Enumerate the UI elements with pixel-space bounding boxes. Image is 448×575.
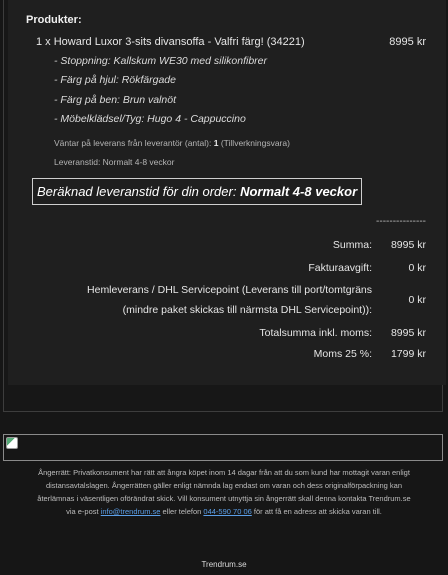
grand-total-value: 8995 kr bbox=[390, 327, 426, 339]
order-container bbox=[3, 0, 443, 412]
email-link[interactable]: info@trendrum.se bbox=[100, 507, 161, 516]
attribute-wheel-color: - Färg på hjul: Rökfärgade bbox=[54, 74, 176, 86]
legal-line-2: distansavtalslagen. Ångerrätten gäller enligt nämnda lag endast om varan och dess originalförpackning kan bbox=[45, 481, 403, 490]
legal-line-3: återlämnas i väsentligen oförändrat skick. Vill konsument utnyttja sin ångerrätt skall denna kontakta Trendrum.se bbox=[37, 494, 411, 503]
broken-image-icon bbox=[6, 437, 18, 449]
sum-label: Summa: bbox=[332, 239, 372, 251]
footer-site-name: Trendrum.se bbox=[201, 560, 247, 569]
sum-value: 8995 kr bbox=[390, 239, 426, 251]
invoice-fee-label: Fakturaavgift: bbox=[308, 262, 372, 274]
delivery-estimate-box bbox=[32, 178, 362, 205]
shipping-value: 0 kr bbox=[408, 294, 426, 306]
supplier-wait-prefix: Väntar på leverans från leverantör (antal): bbox=[54, 138, 212, 148]
grand-total-label: Totalsumma inkl. moms: bbox=[259, 327, 372, 339]
legal-line-4 bbox=[16, 505, 432, 518]
attribute-leg-color: - Färg på ben: Brun valnöt bbox=[54, 94, 176, 106]
legal-via-email-text: via e-post bbox=[66, 507, 99, 516]
legal-or-phone-text: eller telefon bbox=[162, 507, 202, 516]
supplier-wait-count: 1 bbox=[213, 138, 219, 148]
attribute-padding: - Stoppning: Kallskum WE30 med silikonfibrer bbox=[54, 55, 268, 67]
legal-closing-text: för att få en adress att skicka varan till. bbox=[253, 507, 382, 516]
shipping-label-line1: Hemleverans / DHL Servicepoint (Leverans till port/tomtgräns bbox=[87, 284, 372, 296]
shipping-label-line2: (mindre paket skickas till närmsta DHL Servicepoint)): bbox=[122, 304, 372, 316]
legal-line-1: Ångerrätt: Privatkonsument har rätt att ångra köpet inom 14 dagar från att du som kund har mottagit varan enligt bbox=[38, 468, 410, 477]
banner-image bbox=[3, 434, 443, 461]
delivery-estimate-label: Beräknad leveranstid för din order: bbox=[37, 184, 237, 199]
invoice-fee-value: 0 kr bbox=[408, 262, 426, 274]
order-card bbox=[8, 0, 446, 385]
delivery-time-note: Leveranstid: Normalt 4-8 veckor bbox=[54, 157, 175, 167]
vat-value: 1799 kr bbox=[390, 348, 426, 360]
products-heading: Produkter: bbox=[26, 14, 82, 26]
supplier-wait-suffix: (Tillverkningsvara) bbox=[220, 138, 290, 148]
phone-link[interactable]: 044-590 70 06 bbox=[203, 507, 252, 516]
delivery-estimate-value: Normalt 4-8 veckor bbox=[240, 184, 358, 199]
supplier-wait-note bbox=[54, 138, 290, 148]
withdrawal-rights-text bbox=[16, 466, 432, 518]
attribute-fabric: - Möbelklädsel/Tyg: Hugo 4 - Cappuccino bbox=[54, 113, 246, 125]
product-item-line: 1 x Howard Luxor 3-sits divansoffa - Valfri färg! (34221) bbox=[36, 36, 305, 48]
product-item-price: 8995 kr bbox=[389, 36, 426, 48]
totals-divider: --------------- bbox=[376, 216, 426, 227]
vat-label: Moms 25 %: bbox=[313, 348, 372, 360]
